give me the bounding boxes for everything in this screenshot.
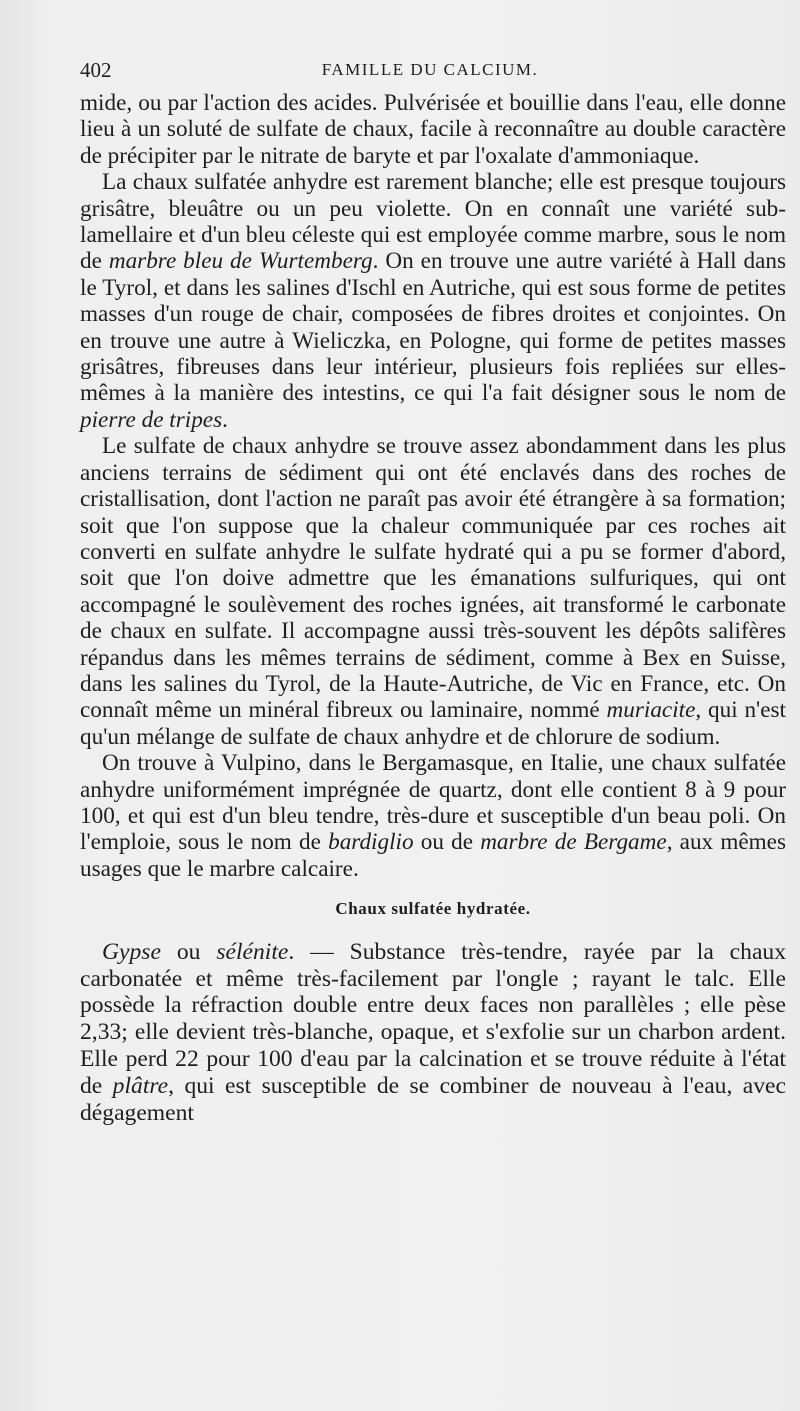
italic-term: bardiglio xyxy=(328,829,414,856)
text-run: . — Substance très-tendre, rayée par la chaux carbonatée et même très-facilement par l'ongle ; rayant le talc. Elle possède la réfraction double entre deux faces non parallèles ; elle pèse 2,33; elle devient très-blanche, opaque, et s'exfolie sur un charbon ardent. Elle perd 22 pour 100 d'eau par la calcination et se trouve réduite à l'état de xyxy=(80,938,787,1100)
italic-term: pierre de tripes xyxy=(80,406,223,433)
text-run: , qui est susceptible de se combiner de nouveau à l'eau, avec dégagement xyxy=(80,1073,786,1127)
paragraph xyxy=(80,433,786,750)
paragraph xyxy=(80,90,786,169)
text-run: On trouve à Vulpino, dans le Bergamasque, en Italie, une chaux sulfatée anhydre uniformément imprégnée de quartz, dont elle contient 8 à 9 pour 100, et qui est d'un bleu tendre, très-dure et susceptible d'un beau poli. On l'emploie, sous le nom de xyxy=(80,750,786,856)
italic-term: sélénite xyxy=(216,938,289,965)
italic-term: muriacite xyxy=(606,697,696,724)
text-run: ou de xyxy=(413,829,481,856)
text-run: ou xyxy=(160,938,217,965)
paragraph xyxy=(80,169,786,433)
page-number: 402 xyxy=(80,58,112,82)
body-text xyxy=(80,90,786,1127)
italic-term: Gypse xyxy=(102,938,161,965)
page-header xyxy=(80,58,780,88)
italic-term: plâtre xyxy=(112,1073,169,1100)
section-title: Chaux sulfatée hydratée. xyxy=(335,899,531,919)
text-run: , qui n'est qu'un mélange de sulfate de chaux anhydre et de chlorure de sodium. xyxy=(80,697,786,750)
text-run: Le sulfate de chaux anhydre se trouve assez abondamment dans les plus anciens terrains de sédiment qui ont été enclavés dans des roches de cristallisation, dont l'action ne paraît pas avoir été étrangère à sa formation; soit que l'on suppose que la chaleur communiquée par ces roches ait converti en sulfate anhydre le sulfate hydraté qui a pu se former d'abord, soit que l'on doive admettre que les émanations sulfuriques, qui ont accompagné le soulèvement des roches ignées, ait transformé le carbonate de chaux en sulfate. Il accompagne aussi très-souvent les dépôts salifères répandus dans les mêmes terrains de sédiment, comme à Bex en Suisse, dans les salines du Tyrol, de la Haute-Autriche, de Vic en France, etc. On connaît même un minéral fibreux ou laminaire, nommé xyxy=(80,433,786,724)
text-run: . On en trouve une autre variété à Hall dans le Tyrol, et dans les salines d'Ischl en Autriche, qui est sous forme de petites masses d'un rouge de chair, composées de fibres droites et conjointes. On en trouve une autre à Wieliczka, en Pologne, qui forme de petites masses grisâtres, fibreuses dans leur intérieur, plusieurs fois repliées sur elles-mêmes à la manière des intestins, ce qui l'a fait désigner sous le nom de xyxy=(80,248,786,407)
text-run: mide, ou par l'action des acides. Pulvérisée et bouillie dans l'eau, elle donne lieu à un soluté de sulfate de chaux, facile à reconnaître au double caractère de précipiter par le nitrate de baryte et par l'oxalate d'ammoniaque. xyxy=(80,90,786,169)
text-run: , aux mêmes usages que le marbre calcaire. xyxy=(80,829,787,882)
text-run: La chaux sulfatée anhydre est rarement blanche; elle est presque toujours grisâtre, bleuâtre ou un peu violette. On en connaît une variété sub-lamellaire et d'un bleu céleste qui est employée comme marbre, sous le nom de xyxy=(80,169,786,275)
running-title: FAMILLE DU CALCIUM. xyxy=(321,60,539,79)
italic-term: marbre de Bergame xyxy=(480,829,667,856)
italic-term: marbre bleu de Wurtemberg xyxy=(108,248,373,275)
paragraph xyxy=(80,939,786,1127)
paragraph xyxy=(80,750,786,882)
text-run: . xyxy=(222,406,228,433)
